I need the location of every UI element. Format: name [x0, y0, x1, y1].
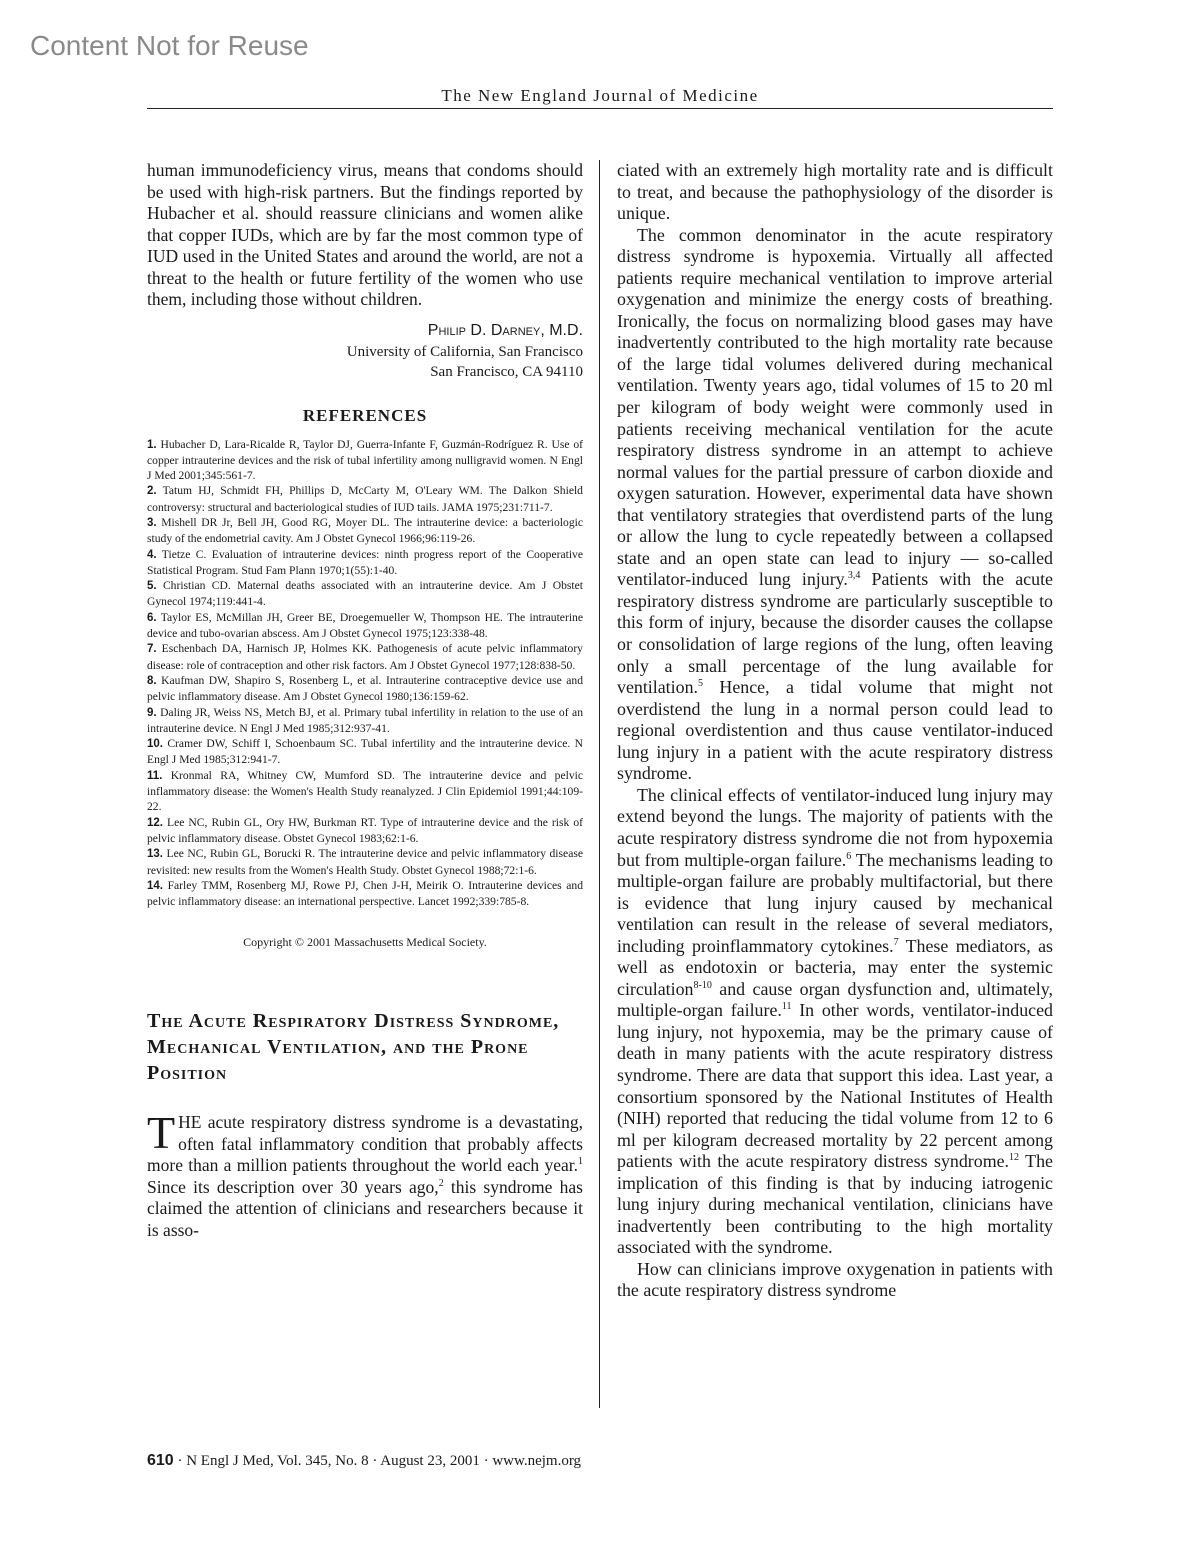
- reference-text: Kaufman DW, Shapiro S, Rosenberg L, et al. Intrauterine contraceptive device use and pelvic inflammatory disease. Am J Obstet Gynecol 1980;136:159-62.: [147, 673, 583, 704]
- reference-item: [147, 736, 583, 768]
- reference-number: 7.: [147, 643, 157, 656]
- references-heading: REFERENCES: [302, 405, 428, 425]
- reference-item: [147, 610, 583, 642]
- body-paragraph-4: How can clinicians improve oxygenation in patients with the acute respiratory distress syndrome: [617, 1258, 1053, 1301]
- reference-item: [147, 815, 583, 847]
- citation-ref: 1: [578, 1156, 583, 1168]
- reference-item: [147, 673, 583, 705]
- body-paragraph-3: [617, 785, 1053, 1259]
- reference-number: 1.: [147, 438, 157, 451]
- author-signature: [147, 319, 583, 382]
- author-name: Philip D. Darney, M.D.: [427, 321, 583, 339]
- reference-number: 13.: [147, 848, 163, 861]
- citation-ref: 7: [893, 936, 899, 948]
- author-affiliation-2: San Francisco, CA 94110: [430, 363, 583, 380]
- reference-item: [147, 515, 583, 547]
- citation-ref: 11: [781, 1001, 792, 1013]
- reference-text: Tatum HJ, Schmidt FH, Phillips D, McCarty M, O'Leary WM. The Dalkon Shield controversy: structural and bacteriological studies of IUD tails. JAMA 1975;231:711-7.: [147, 484, 583, 514]
- reference-item: [147, 768, 583, 815]
- body-paragraph-1: ciated with an extremely high mortality rate and is difficult to treat, and because the pathophysiology of the disorder is unique.: [617, 160, 1053, 224]
- left-column: [147, 160, 583, 1241]
- article-title: The Acute Respiratory Distress Syndrome, Mechanical Ventilation, and the Prone Position: [147, 1010, 560, 1085]
- body-paragraph-2: [617, 225, 1053, 785]
- copyright-notice: Copyright © 2001 Massachusetts Medical Society.: [243, 935, 487, 950]
- intro-text-1: HE acute respiratory distress syndrome is a devastating, often fatal inflammatory condition that probably affects more than a million patients throughout the world each year.: [147, 1112, 583, 1176]
- reference-text: Cramer DW, Schiff I, Schoenbaum SC. Tubal infertility and the intrauterine device. N Engl J Med 1985;312:941-7.: [147, 737, 583, 767]
- reference-text: Tietze C. Evaluation of intrauterine devices: ninth progress report of the Cooperative Statistical Program. Stud Fam Plann 1970;1(55):1-40.: [147, 547, 583, 577]
- reference-number: 3.: [147, 516, 157, 529]
- reference-number: 4.: [147, 548, 157, 561]
- reference-item: [147, 547, 583, 579]
- reference-number: 9.: [147, 706, 157, 719]
- reference-text: Taylor ES, McMillan JH, Greer BE, Droegemueller W, Thompson HE. The intrauterine device and tubo-ovarian abscess. Am J Obstet Gynecol 1975;123:338-48.: [147, 610, 583, 641]
- citation-ref: 5: [698, 678, 703, 690]
- reference-item: [147, 578, 583, 610]
- citation-ref: 3,4: [847, 570, 861, 582]
- column-divider: [599, 160, 600, 1408]
- citation-ref: 6: [846, 850, 852, 862]
- right-column: [617, 160, 1053, 1302]
- reference-item: [147, 878, 583, 910]
- paragraph-text: The common denominator in the acute respiratory distress syndrome is hypoxemia. Virtually all affected patients require mechanical ventilation to improve arterial oxygenation and minimize the energy costs of breathing. Ironically, the focus on normalizing blood gases may have inadvertently contributed to the high mortality rate because of the large tidal volumes delivered during mechanical ventilation. Twenty years ago, tidal volumes of 15 to 20 ml per kilogram of body weight were commonly used in patients receiving mechanical ventilation for the acute respiratory distress syndrome in an attempt to achieve normal values for the partial pressure of carbon dioxide and oxygen saturation. However, experimental data have shown that ventilatory strategies that overdistend parts of the lung or allow the lung to cycle repeatedly between a collapsed state and an open state can lead to injury — so-called ventilator-induced lung injury.: [617, 224, 1053, 590]
- page-number: 610: [147, 1452, 174, 1469]
- reference-text: Kronmal RA, Whitney CW, Mumford SD. The intrauterine device and pelvic inflammatory disease: the Women's Health Study reanalyzed. J Clin Epidemiol 1991;44:109-22.: [147, 768, 583, 814]
- reference-text: Farley TMM, Rosenberg MJ, Rowe PJ, Chen J-H, Meirik O. Intrauterine devices and pelvic inflammatory disease: an international perspective. Lancet 1992;339:785-8.: [147, 878, 583, 909]
- citation-ref: 8-10: [693, 979, 712, 991]
- drop-cap: T: [147, 1107, 176, 1159]
- reference-number: 10.: [147, 738, 163, 751]
- citation-ref: 12: [1009, 1152, 1020, 1164]
- paragraph-text: These mediators, as well as endotoxin or bacteria, may enter the systemic circulation: [617, 935, 1053, 999]
- reference-text: Daling JR, Weiss NS, Metch BJ, et al. Primary tubal infertility in relation to the use of an intrauterine device. N Engl J Med 1985;312:937-41.: [147, 705, 583, 735]
- reference-text: Eschenbach DA, Harnisch JP, Holmes KK. Pathogenesis of acute pelvic inflammatory disease: role of contraception and other risk factors. Am J Obstet Gynecol 1977;128:838-50.: [147, 642, 583, 672]
- reference-number: 14.: [147, 879, 163, 892]
- reference-number: 5.: [147, 580, 157, 593]
- reference-number: 2.: [147, 485, 157, 498]
- reference-number: 11.: [147, 769, 163, 782]
- reference-item: [147, 705, 583, 737]
- references-list: [147, 437, 583, 910]
- reference-item: [147, 846, 583, 878]
- footer-citation: · N Engl J Med, Vol. 345, No. 8 · August 23, 2001 · www.nejm.org: [173, 1453, 582, 1469]
- reference-text: Mishell DR Jr, Bell JH, Good RG, Moyer DL. The intrauterine device: a bacteriologic study of the endometrial cavity. Am J Obstet Gynecol 1966;96:119-26.: [147, 515, 583, 546]
- reference-item: [147, 641, 583, 673]
- reference-number: 6.: [147, 611, 157, 624]
- author-affiliation-1: University of California, San Francisco: [346, 343, 583, 360]
- paragraph-text: and cause organ dysfunction and, ultimately, multiple-organ failure.: [617, 978, 1053, 1021]
- intro-text-2: Since its description over 30 years ago,: [147, 1176, 439, 1197]
- paragraph-text: The clinical effects of ventilator-induced lung injury may extend beyond the lungs. The majority of patients with the acute respiratory distress syndrome die not from hypoxemia but from multiple-organ failure.: [617, 784, 1053, 870]
- reference-item: [147, 483, 583, 515]
- citation-ref: 2: [438, 1178, 444, 1190]
- closing-paragraph: human immunodeficiency virus, means that condoms should be used with high-risk partners. But the findings reported by Hubacher et al. should reassure clinicians and women alike that copper IUDs, which are by far the most common type of IUD used in the United States and around the world, are not a threat to the health or future fertility of the women who use them, including those without children.: [147, 160, 583, 309]
- paragraph-text: Patients with the acute respiratory distress syndrome are particularly susceptible to this form of injury, because the disorder causes the collapse or consolidation of large regions of the lung, often leaving only a small percentage of the lung available for ventilation.: [617, 569, 1053, 698]
- reference-text: Hubacher D, Lara-Ricalde R, Taylor DJ, Guerra-Infante F, Guzmán-Rodríguez R. Use of copper intrauterine devices and the risk of tubal infertility among nulligravid women. N Engl J Med 2001;345:561-7.: [147, 437, 583, 483]
- reference-number: 8.: [147, 674, 157, 687]
- reference-number: 12.: [147, 816, 163, 829]
- page-footer: [147, 1452, 581, 1470]
- reference-text: Lee NC, Rubin GL, Ory HW, Burkman RT. Type of intrauterine device and the risk of pelvic inflammatory disease. Obstet Gynecol 1983;62:1-6.: [147, 815, 583, 845]
- paragraph-text: Hence, a tidal volume that might not overdistend the lung in a normal person could lead to regional overdistention and thus cause ventilator-induced lung injury in a patient with the acute respiratory distress syndrome.: [617, 677, 1053, 784]
- reference-text: Christian CD. Maternal deaths associated with an intrauterine device. Am J Obstet Gynecol 1974;119:441-4.: [147, 579, 583, 609]
- intro-text-3: this syndrome has claimed the attention of clinicians and researchers because it is asso-: [147, 1176, 583, 1240]
- paragraph-text: In other words, ventilator-induced lung injury, not hypoxemia, may be the primary cause of death in many patients with the acute respiratory distress syndrome. There are data that support this idea. Last year, a consortium sponsored by the National Institutes of Health (NIH) reported that reducing the tidal volume from 12 to 6 ml per kilogram decreased mortality by 22 percent among patients with the acute respiratory distress syndrome.: [617, 1000, 1053, 1172]
- paragraph-text: The mechanisms leading to multiple-organ failure are probably multifactorial, but there is evidence that lung injury caused by mechanical ventilation can result in the release of several mediators, including proinflammatory cytokines.: [617, 849, 1053, 956]
- watermark: Content Not for Reuse: [30, 30, 309, 61]
- reference-text: Lee NC, Rubin GL, Borucki R. The intrauterine device and pelvic inflammatory disease revisited: new results from the Women's Health Study. Obstet Gynecol 1988;72:1-6.: [147, 847, 583, 877]
- reference-item: [147, 437, 583, 484]
- running-header: The New England Journal of Medicine: [147, 86, 1053, 109]
- intro-paragraph: [147, 1107, 583, 1241]
- paragraph-text: The implication of this finding is that by inducing iatrogenic lung injury during mechanical ventilation, clinicians have inadvertently been contributing to the high mortality associated with the syndrome.: [617, 1151, 1053, 1258]
